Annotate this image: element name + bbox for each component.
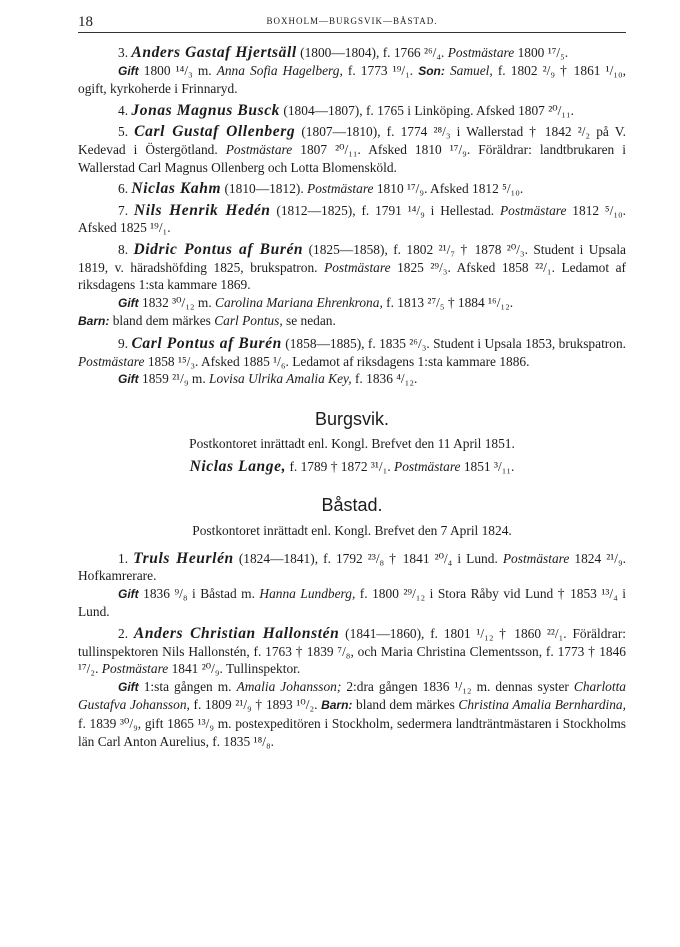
gift-label: Gift: [118, 295, 139, 310]
son-label: Son:: [418, 63, 445, 78]
gift-label: Gift: [118, 586, 139, 601]
entry-boxholm-6: 6. Niclas Kahm (1810—1812). Postmästare 1810 ¹⁷/₉. Afsked 1812 ⁵/₁₀.: [118, 180, 524, 198]
entry-boxholm-9: 9. Carl Pontus af Burén (1858—1885), f. 1835 ²⁶/₃. Student i Upsala 1853, brukspatron. Postmästare 1858 ¹⁵/₃. Afsked 1885 ¹/₆. Ledamot af riksdagens 1:sta kammare 1886.: [78, 334, 626, 369]
section-subtitle-burgsvik: Postkontoret inrättadt enl. Kongl. Brefvet den 11 April 1851.: [189, 436, 515, 452]
entry-bastad-2: 2. Anders Christian Hallonstén (1841—1860), f. 1801 ¹/₁₂ † 1860 ²²/₁. Föräldrar: tullinspektoren Nils Hallonstén, f. 1763 † 1839 ⁷/₈, och Maria Christina Clementsson, f. 1773 † 1846 ¹⁷/₂. Postmästare 1841 ²⁰/₉. Tullinspektor.: [78, 625, 626, 677]
running-title: BOXHOLM—BURGSVIK—BÅSTAD.: [266, 16, 438, 26]
section-title-burgsvik: Burgsvik.: [314, 408, 390, 429]
page-number: 18: [78, 14, 93, 30]
document-page: [78, 10, 626, 750]
section-subtitle-bastad: Postkontoret inrättadt enl. Kongl. Brefvet den 7 April 1824.: [192, 523, 512, 539]
person-name: Nils Henrik Hedén: [133, 201, 271, 219]
person-name: Carl Pontus af Burén: [131, 334, 282, 352]
barn-label: Barn:: [78, 314, 110, 329]
entry-boxholm-3: 3. Anders Gastaf Hjertsäll (1800—1804), f. 1766 ²⁶/₄. Postmästare 1800 ¹⁷/₅.: [118, 44, 569, 61]
entry-burgsvik: Niclas Lange, f. 1789 † 1872 ³¹/₁. Postmästare 1851 ³/₁₁.: [189, 457, 515, 475]
gift-label: Gift: [118, 679, 139, 694]
marriage-bastad-2: Gift 1:sta gången m. Amalia Johansson; 2:dra gången 1836 ¹/₁₂ m. dennas syster Charlotta Gustafva Johansson, f. 1809 ²¹/₉ † 1893 ¹⁰/₂. Barn: bland dem märkes Christina Amalia Bernhardina, f. 1839 ³⁰/₉, gift 1865 ¹³/₉ m. postexpeditören i Stockholm, sedermera landträntmästaren i Stockholms län Carl Anton Aurelius, f. 1835 ¹⁸/₈.: [78, 678, 626, 749]
entry-boxholm-8: 8. Didric Pontus af Burén (1825—1858), f. 1802 ²¹/₇ † 1878 ²⁰/₃. Student i Upsala 1819, v. häradshöfding 1825, brukspatron. Postmästare 1825 ²⁹/₃. Afsked 1858 ²²/₁. Ledamot af riksdagens 1:sta kammare 1869.: [78, 240, 626, 293]
person-name: Truls Heurlén: [133, 549, 234, 567]
gift-label: Gift: [118, 372, 139, 387]
marriage-boxholm-9: Gift 1859 ²¹/₉ m. Lovisa Ulrika Amalia Key, f. 1836 ⁴/₁₂.: [118, 371, 418, 387]
entry-boxholm-7: 7. Nils Henrik Hedén (1812—1825), f. 1791 ¹⁴/₉ i Hellestad. Postmästare 1812 ⁵/₁₀. Afsked 1825 ¹⁹/₁.: [78, 201, 627, 236]
gift-label: Gift: [118, 63, 139, 78]
entry-boxholm-5: 5. Carl Gustaf Ollenberg (1807—1810), f. 1774 ²⁸/₃ i Wallerstad † 1842 ²/₂ på V. Kedevad i Östergötland. Postmästare 1807 ²⁰/₁₁. Afsked 1810 ¹⁷/₉. Föräldrar: landtbrukaren i Wallerstad Carl Magnus Ollenberg och Lotta Blomensköld.: [78, 123, 626, 175]
marriage-bastad-1: Gift 1836 ⁹/₈ i Båstad m. Hanna Lundberg, f. 1800 ²⁹/₁₂ i Stora Råby vid Lund † 1853 ¹³/₄ i Lund.: [78, 585, 626, 620]
barn-label: Barn:: [321, 698, 353, 713]
children-boxholm-8: Barn: bland dem märkes Carl Pontus, se nedan.: [78, 313, 336, 329]
section-title-bastad: Båstad.: [321, 495, 383, 516]
person-name: Anders Christian Hallonstén: [133, 625, 340, 643]
person-name: Niclas Lange,: [189, 457, 287, 475]
page-header: [78, 10, 626, 33]
marriage-boxholm-8: Gift 1832 ³⁰/₁₂ m. Carolina Mariana Ehrenkrona, f. 1813 ²⁷/₅ † 1884 ¹⁶/₁₂.: [118, 294, 514, 310]
entry-boxholm-4: 4. Jonas Magnus Busck (1804—1807), f. 1765 i Linköping. Afsked 1807 ²⁰/₁₁.: [118, 101, 574, 119]
marriage-boxholm-3: Gift 1800 ¹⁴/₃ m. Anna Sofia Hagelberg, f. 1773 ¹⁹/₁. Son: Samuel, f. 1802 ²/₉ † 1861 ¹/₁₀, ogift, kyrkoherde i Frinnaryd.: [78, 62, 626, 97]
person-name: Anders Gastaf Hjertsäll: [131, 44, 297, 61]
entry-bastad-1: 1. Truls Heurlén (1824—1841), f. 1792 ²³/₈ † 1841 ²⁰/₄ i Lund. Postmästare 1824 ²¹/₉. Hofkamrerare.: [78, 549, 626, 584]
person-name: Niclas Kahm: [131, 180, 222, 198]
person-name: Jonas Magnus Busck: [131, 101, 281, 119]
person-name: Carl Gustaf Ollenberg: [134, 123, 296, 141]
page-content: [78, 44, 626, 750]
person-name: Didric Pontus af Burén: [133, 240, 304, 258]
